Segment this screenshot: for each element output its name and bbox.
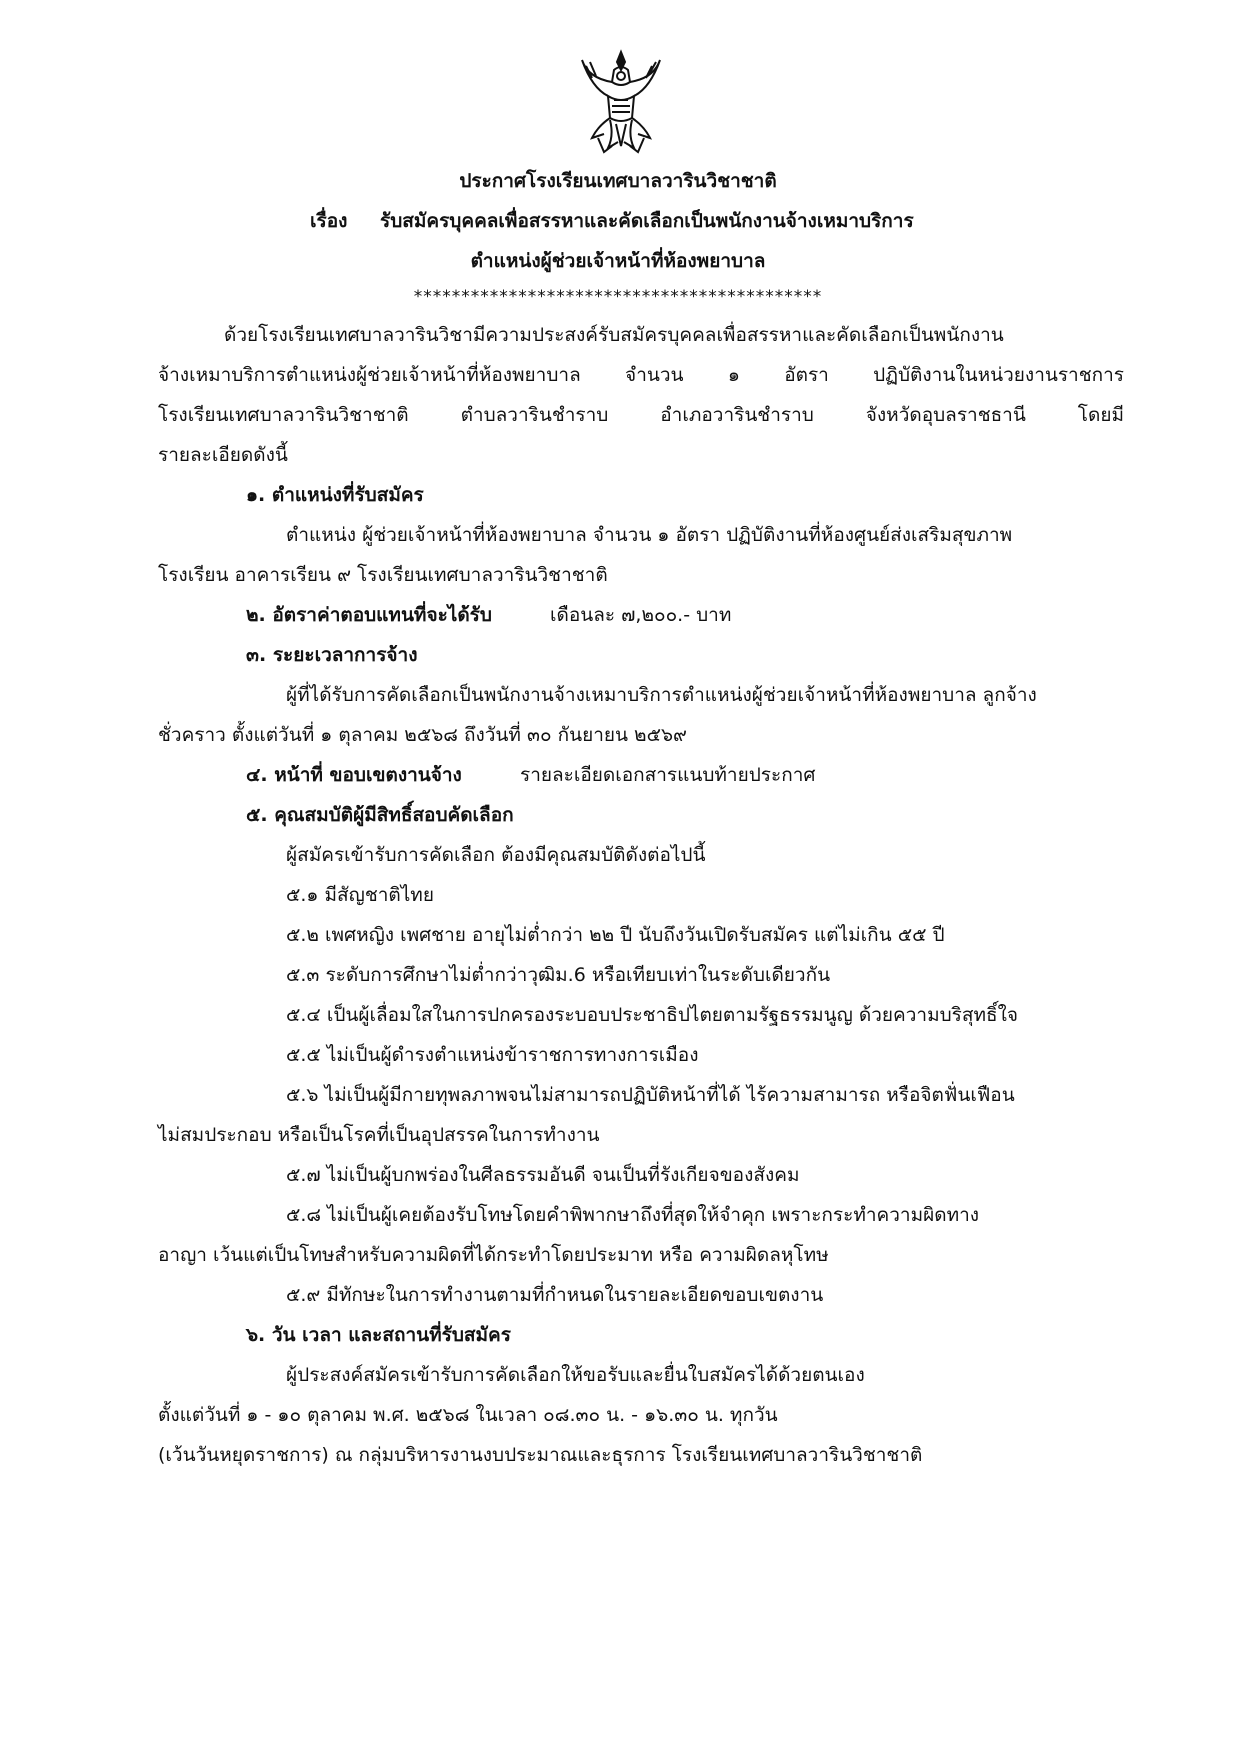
section-heading: ๖. วัน เวลา และสถานที่รับสมัคร <box>246 1324 511 1346</box>
section-text: ผู้ที่ได้รับการคัดเลือกเป็นพนักงานจ้างเหมาบริการตำแหน่งผู้ช่วยเจ้าหน้าที่ห้องพยาบาล ลูกจ้าง <box>286 684 1037 706</box>
section-text: ผู้ประสงค์สมัครเข้ารับการคัดเลือกให้ขอรับและยื่นใบสมัครได้ด้วยตนเอง <box>286 1364 865 1386</box>
intro-line: โรงเรียนเทศบาลวารินวิชาชาติ ตำบลวารินชำราบ อำเภอวารินชำราบ จังหวัดอุบลราชธานี โดยมี <box>158 404 1124 426</box>
section-text: (เว้นวันหยุดราชการ) ณ กลุ่มบริหารงานงบประมาณและธุรการ โรงเรียนเทศบาลวารินวิชาชาติ <box>158 1444 923 1466</box>
section-text: ตั้งแต่วันที่ ๑ - ๑๐ ตุลาคม พ.ศ. ๒๕๖๘ ในเวลา ๐๘.๓๐ น. - ๑๖.๓๐ น. ทุกวัน <box>158 1404 778 1426</box>
subject-label: เรื่อง <box>310 210 348 232</box>
section-heading: ๔. หน้าที่ ขอบเขตงานจ้าง <box>246 764 462 786</box>
list-item: ไม่สมประกอบ หรือเป็นโรคที่เป็นอุปสรรคในการทำงาน <box>158 1124 600 1146</box>
list-item: ๕.๙ มีทักษะในการทำงานตามที่กำหนดในรายละเอียดขอบเขตงาน <box>286 1284 824 1306</box>
list-item: ๕.๘ ไม่เป็นผู้เคยต้องรับโทษโดยคำพิพากษาถึงที่สุดให้จำคุก เพราะกระทำความผิดทาง <box>286 1204 980 1226</box>
list-item: ๕.๗ ไม่เป็นผู้บกพร่องในศีลธรรมอันดี จนเป็นที่รังเกียจของสังคม <box>286 1164 800 1186</box>
list-item: ๕.๕ ไม่เป็นผู้ดำรงตำแหน่งข้าราชการทางการเมือง <box>286 1044 699 1066</box>
intro-paragraph <box>158 322 1124 428</box>
list-item: ๕.๓ ระดับการศึกษาไม่ต่ำกว่าวุฒิม.6 หรือเทียบเท่าในระดับเดียวกัน <box>286 964 831 986</box>
section-text: ผู้สมัครเข้ารับการคัดเลือก ต้องมีคุณสมบัติดังต่อไปนี้ <box>286 844 706 866</box>
subject-text: รับสมัครบุคคลเพื่อสรรหาและคัดเลือกเป็นพนักงานจ้างเหมาบริการ <box>380 210 914 232</box>
intro-line: รายละเอียดดังนี้ <box>158 444 288 466</box>
intro-line: ด้วยโรงเรียนเทศบาลวารินวิชามีความประสงค์รับสมัครบุคคลเพื่อสรรหาและคัดเลือกเป็นพนักงาน <box>224 324 1004 346</box>
list-item: ๕.๑ มีสัญชาติไทย <box>286 884 434 906</box>
list-item: ๕.๖ ไม่เป็นผู้มีกายทุพลภาพจนไม่สามารถปฏิบัติหน้าที่ได้ ไร้ความสามารถ หรือจิตฟั่นเฟือน <box>286 1084 1015 1106</box>
garuda-emblem-icon <box>578 48 664 158</box>
position-title: ตำแหน่งผู้ช่วยเจ้าหน้าที่ห้องพยาบาล <box>470 250 766 272</box>
separator-line: ******************************************* <box>413 287 823 307</box>
section-text: รายละเอียดเอกสารแนบท้ายประกาศ <box>520 764 816 786</box>
list-item: ๕.๒ เพศหญิง เพศชาย อายุไม่ต่ำกว่า ๒๒ ปี นับถึงวันเปิดรับสมัคร แต่ไม่เกิน ๕๕ ปี <box>286 924 945 946</box>
section-heading: ๑. ตำแหน่งที่รับสมัคร <box>246 484 424 506</box>
announcement-title: ประกาศโรงเรียนเทศบาลวารินวิชาชาติ <box>459 170 777 192</box>
list-item: ๕.๔ เป็นผู้เลื่อมใสในการปกครองระบอบประชาธิปไตยตามรัฐธรรมนูญ ด้วยความบริสุทธิ์ใจ <box>286 1004 1019 1026</box>
section-text: ชั่วคราว ตั้งแต่วันที่ ๑ ตุลาคม ๒๕๖๘ ถึงวันที่ ๓๐ กันยายน ๒๕๖๙ <box>158 724 687 746</box>
list-item: อาญา เว้นแต่เป็นโทษสำหรับความผิดที่ได้กระทำโดยประมาท หรือ ความผิดลหุโทษ <box>158 1244 829 1266</box>
section-text: เดือนละ ๗,๒๐๐.- บาท <box>550 604 732 626</box>
intro-line: จ้างเหมาบริการตำแหน่งผู้ช่วยเจ้าหน้าที่ห้องพยาบาล จำนวน ๑ อัตรา ปฏิบัติงานในหน่วยงานราชการ <box>158 364 1124 386</box>
section-text: โรงเรียน อาคารเรียน ๙ โรงเรียนเทศบาลวารินวิชาชาติ <box>158 564 608 586</box>
section-heading: ๓. ระยะเวลาการจ้าง <box>246 644 418 666</box>
section-heading: ๕. คุณสมบัติผู้มีสิทธิ์สอบคัดเลือก <box>246 804 514 826</box>
section-text: ตำแหน่ง ผู้ช่วยเจ้าหน้าที่ห้องพยาบาล จำนวน ๑ อัตรา ปฏิบัติงานที่ห้องศูนย์ส่งเสริมสุขภาพ <box>286 524 1013 546</box>
section-heading: ๒. อัตราค่าตอบแทนที่จะได้รับ <box>246 604 492 626</box>
